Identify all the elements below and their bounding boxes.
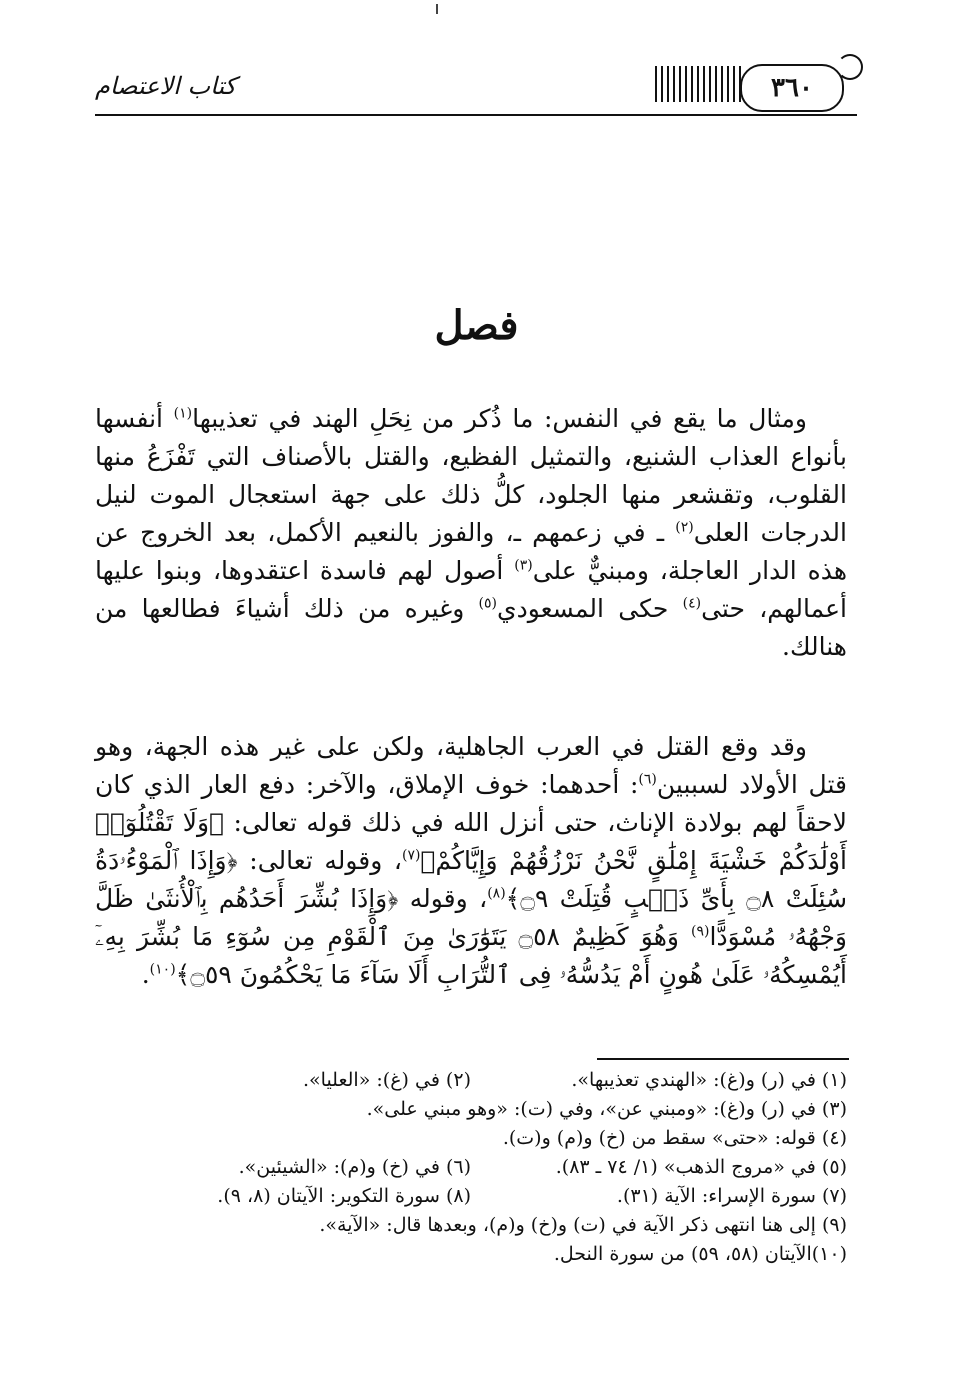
paragraph-text: ، وقوله ﴿وَإِذَا بُشِّرَ أَحَدُهُم بِٱلْأُنثَىٰ ظَلَّ وَجْهُهُۥ مُسْوَدًّا xyxy=(95,884,847,951)
footnote: (١) في (ر) و(غ): «الهندي تعذيبها». xyxy=(571,1069,847,1091)
footnote: (٨) سورة التكوير: الآيتان (٨، ٩). xyxy=(217,1185,471,1207)
footnote-marker: (٦) xyxy=(638,771,657,788)
footnote-marker: (٨) xyxy=(487,885,506,902)
footnote: (٩) إلى هنا انتهى ذكر الآية في (ت) و(خ) و(م)، وبعدها قال: «الآية». xyxy=(319,1214,847,1236)
footnote-marker: (٩) xyxy=(691,923,710,940)
footnote-row xyxy=(95,1066,847,1095)
footnote: (٦) في (خ) و(م): «الشيئين». xyxy=(238,1156,471,1178)
paragraph-text: . xyxy=(141,960,150,989)
footnote-marker: (٧) xyxy=(401,847,421,864)
footnote: (٥) في «مروج الذهب» (١/ ٧٤ ـ ٨٣). xyxy=(555,1156,847,1178)
footnote: (١٠)الآيتان (٥٨، ٥٩) من سورة النحل. xyxy=(553,1243,847,1265)
top-crop-mark xyxy=(436,4,438,14)
footnotes xyxy=(95,1066,847,1269)
footnote-marker: (٢) xyxy=(675,519,694,536)
header-rule xyxy=(95,114,857,116)
footnote-row xyxy=(95,1124,847,1153)
paragraph-text: ـ في زعمهم ـ، والفوز بالنعيم الأكمل، بعد الخروج عن هذه الدار العاجلة، ومبنيٌّ على xyxy=(95,518,847,585)
footnote-separator xyxy=(597,1058,849,1060)
footnote-row xyxy=(95,1153,847,1182)
footnote-row xyxy=(95,1240,847,1269)
footnote-marker: (٥) xyxy=(478,595,497,612)
section-title: فصل xyxy=(434,302,519,349)
page-header xyxy=(95,54,857,116)
footnote-row xyxy=(95,1211,847,1240)
page-number-ornament xyxy=(655,66,745,102)
footnote: (٧) سورة الإسراء: الآية (٣١). xyxy=(616,1185,847,1207)
paragraph-text: حكى المسعودي xyxy=(497,594,683,623)
page-number: ٣٦٠ xyxy=(771,73,813,103)
paragraph-text: : أحدهما: خوف الإملاق، والآخر: دفع العار الذي كان لاحقاً لهم بولادة الإناث، حتى أنزل الله في ذلك قوله تعالى: ﴿وَلَا تَقْتُلُوٓا۟ أَوْلَٰدَكُمْ خَشْيَةَ إِمْلَٰقٍ نَّحْنُ نَرْزُقُهُمْ وَإِيَّاكُمْ﴾ xyxy=(95,770,847,875)
footnote-marker: (٤) xyxy=(682,595,702,612)
paragraph-2 xyxy=(95,728,847,994)
paragraph-text: أصول لهم فاسدة اعتقدوها، وبنوا عليها أعمالهم، حتى xyxy=(95,556,847,623)
paragraph-text: ومثال ما يقع في النفس: ما ذُكر من نِحَلِ الهند في تعذيبها xyxy=(192,404,807,433)
footnote: (٤) قوله: «حتى» سقط من (خ) و(م) و(ت). xyxy=(502,1127,847,1149)
paragraph-1 xyxy=(95,400,847,666)
footnote-marker: (١) xyxy=(173,405,193,422)
footnote-marker: (٣) xyxy=(514,557,533,574)
paragraph-text: ، وقوله تعالى: ﴿وَإِذَا ٱلْمَوْءُۥدَةُ سُئِلَتْ ۝٨ بِأَىِّ ذَنۢبٍ قُتِلَتْ ۝٩﴾ xyxy=(95,846,848,913)
paragraph-text: أنفسها بأنواع العذاب الشنيع، والتمثيل الفظيع، والقتل بالأصناف التي تَفْزَعُ منها القلوب، وتقشعر منها الجلود، كلُّ ذلك على جهة استعجال الموت لنيل الدرجات العلى xyxy=(95,404,847,547)
footnote: (٢) في (غ): «العليا». xyxy=(303,1069,471,1091)
paragraph-text: وقد وقع القتل في العرب الجاهلية، ولكن على غير هذه الجهة، وهو قتل الأولاد لسببين xyxy=(95,732,847,799)
footnote-row xyxy=(95,1182,847,1211)
footnote-row xyxy=(95,1095,847,1124)
paragraph-text: وغيره من ذلك أشياءَ فطالعها من هنالك. xyxy=(95,594,847,661)
running-title: كتاب الاعتصام xyxy=(95,72,237,100)
paragraph-text: وَهُوَ كَظِيمٌ ۝٥٨ يَتَوَٰرَىٰ مِنَ ٱلْقَوْمِ مِن سُوٓءِ مَا بُشِّرَ بِهِۦٓ أَيُمْسِكُهُۥ عَلَىٰ هُونٍ أَمْ يَدُسُّهُۥ فِى ٱلتُّرَابِ أَلَا سَآءَ مَا يَحْكُمُونَ ۝٥٩﴾ xyxy=(95,922,847,989)
footnote-marker: (١٠) xyxy=(149,961,176,978)
ornament-curl-icon xyxy=(837,54,863,80)
page-number-badge xyxy=(740,64,844,112)
footnote: (٣) في (ر) و(غ): «ومبني عن»، وفي (ت): «وهو مبني على». xyxy=(366,1098,847,1120)
